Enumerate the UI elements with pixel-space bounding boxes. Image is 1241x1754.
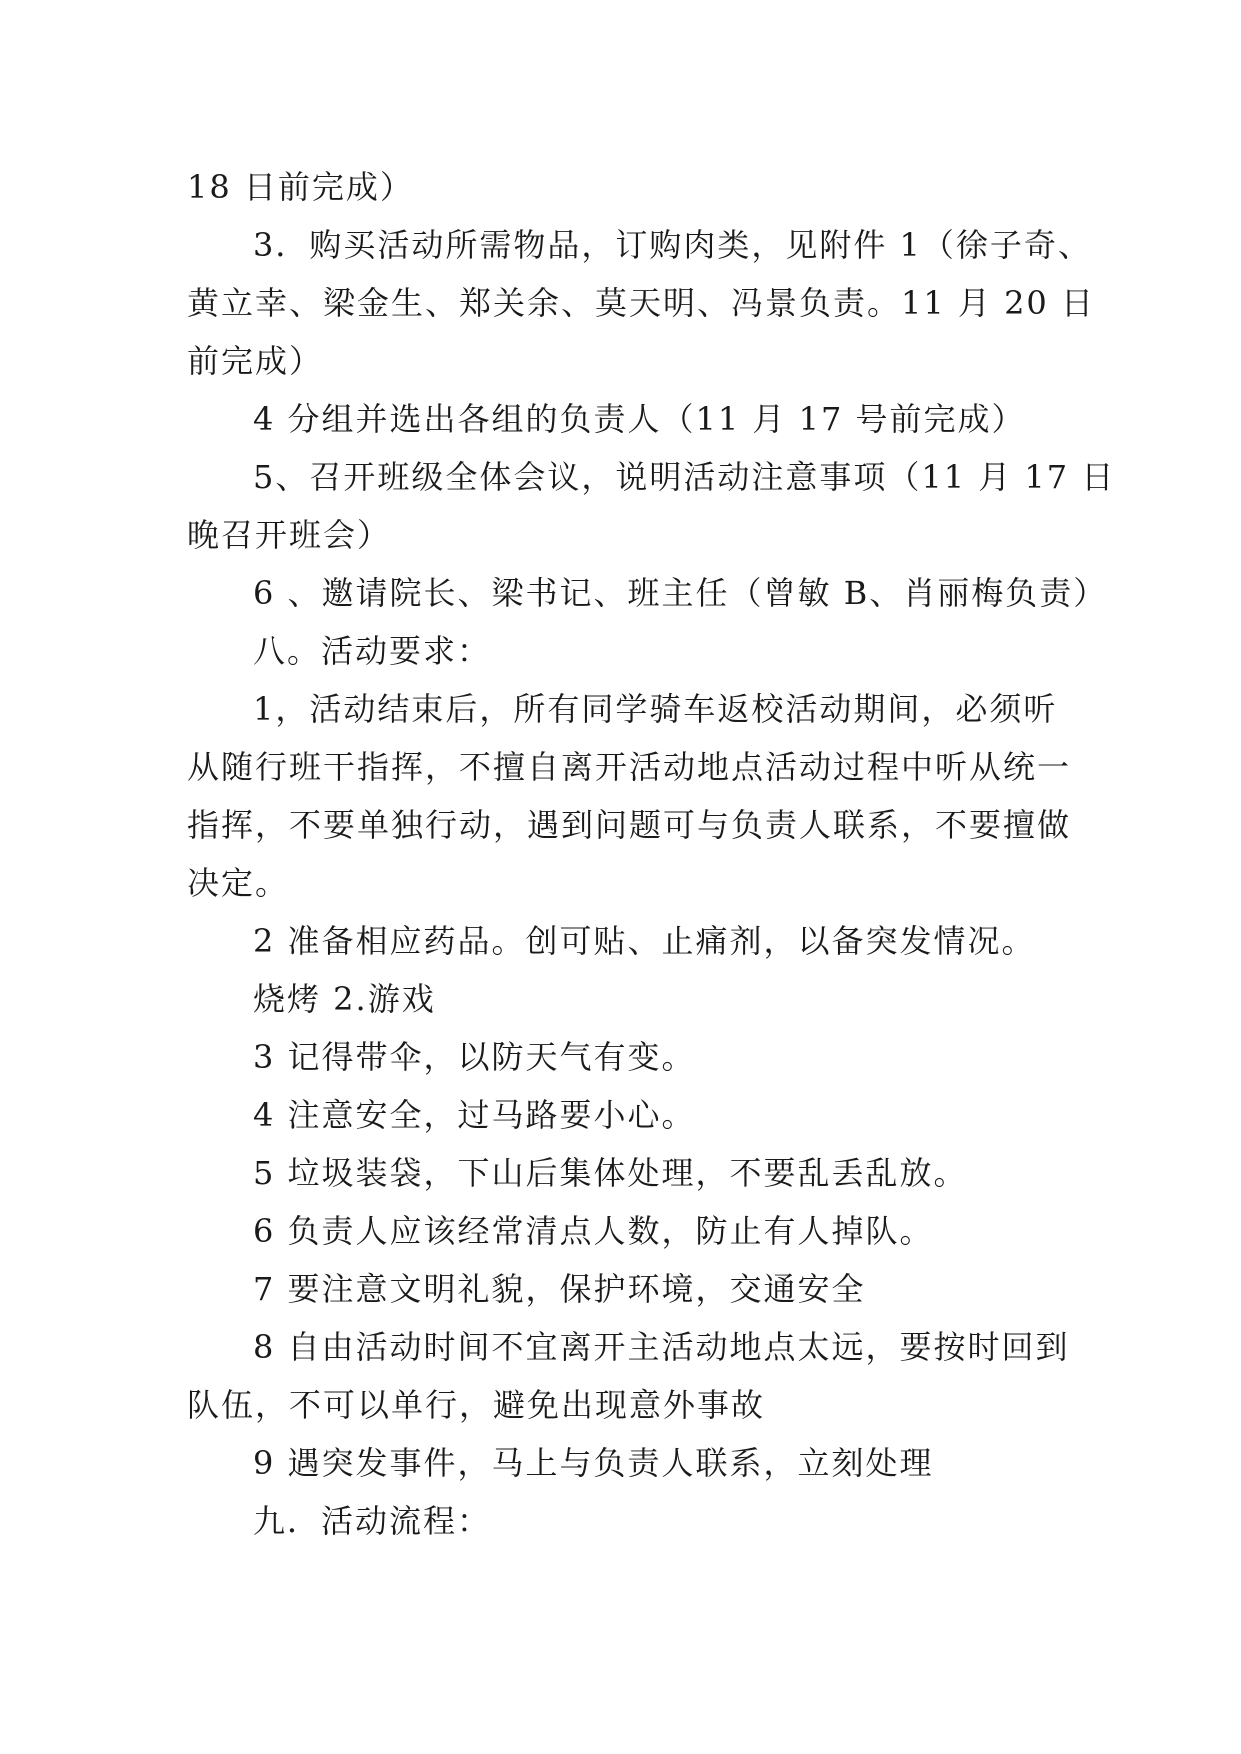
text-line: 从随行班干指挥，不擅自离开活动地点活动过程中听从统一	[187, 748, 1072, 786]
text-line: 5 垃圾装袋，下山后集体处理，不要乱丢乱放。	[253, 1154, 968, 1192]
text-line: 八。活动要求：	[253, 632, 492, 670]
text-line: 晚召开班会）	[187, 516, 392, 554]
text-line: 九．活动流程：	[253, 1502, 492, 1540]
text-line: 1，活动结束后，所有同学骑车返校活动期间，必须听	[253, 690, 1058, 728]
text-line: 2 准备相应药品。创可贴、止痛剂，以备突发情况。	[253, 922, 1036, 960]
text-line: 5、召开班级全体会议，说明活动注意事项（11 月 17 日	[253, 458, 1116, 496]
text-line: 8 自由活动时间不宜离开主活动地点太远，要按时回到	[253, 1328, 1070, 1366]
text-line: 6 负责人应该经常清点人数，防止有人掉队。	[253, 1212, 934, 1250]
text-line: 队伍，不可以单行，避免出现意外事故	[187, 1386, 766, 1424]
text-line: 18 日前完成）	[187, 168, 414, 206]
text-line: 4 分组并选出各组的负责人（11 月 17 号前完成）	[253, 400, 1026, 438]
text-line: 烧烤 2.游戏	[253, 980, 436, 1018]
text-line: 7 要注意文明礼貌，保护环境，交通安全	[253, 1270, 866, 1308]
text-line: 3．购买活动所需物品，订购肉类，见附件 1（徐子奇、	[253, 226, 1092, 264]
text-line: 决定。	[187, 864, 290, 902]
document-body	[187, 158, 1116, 1550]
text-line: 4 注意安全，过马路要小心。	[253, 1096, 696, 1134]
text-line: 黄立幸、梁金生、郑关余、莫天明、冯景负责。11 月 20 日	[187, 284, 1095, 322]
text-line: 9 遇突发事件，马上与负责人联系，立刻处理	[253, 1444, 934, 1482]
text-line: 3 记得带伞，以防天气有变。	[253, 1038, 696, 1076]
text-line: 6 、邀请院长、梁书记、班主任（曾敏 B、肖丽梅负责）	[253, 574, 1108, 612]
text-line: 前完成）	[187, 342, 324, 380]
text-line: 指挥，不要单独行动，遇到问题可与负责人联系，不要擅做	[187, 806, 1072, 844]
